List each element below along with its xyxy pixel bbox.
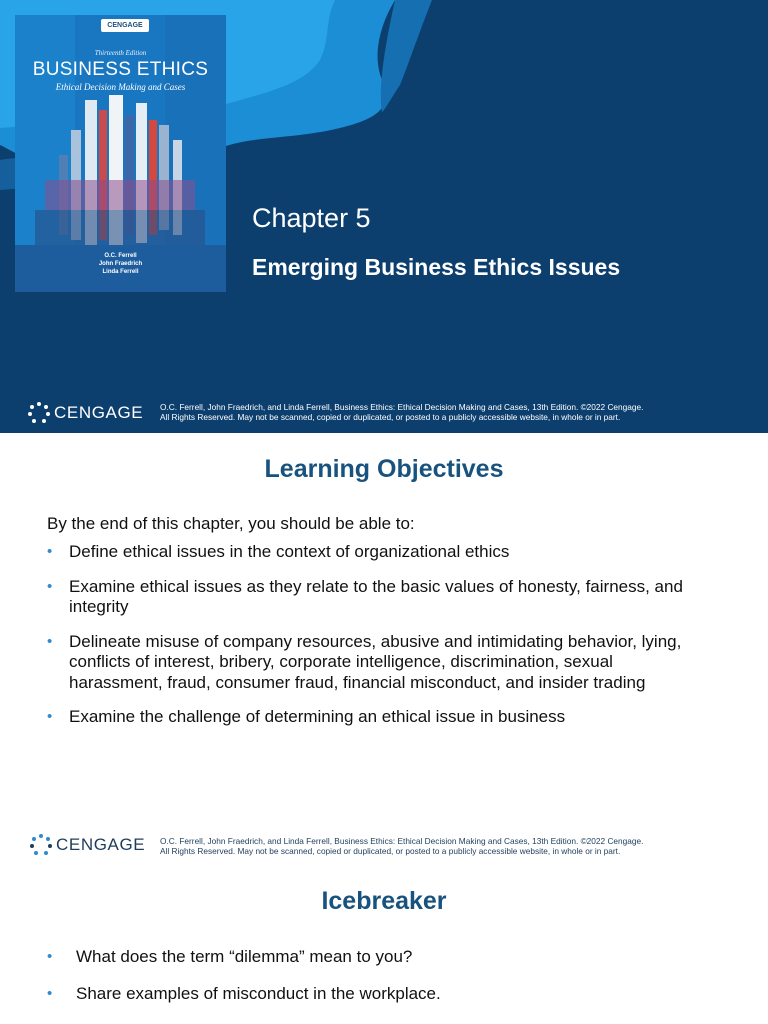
cover-author: John Fraedrich <box>98 261 143 267</box>
bullet-icon: • <box>47 543 53 560</box>
cover-publisher-badge: CENGAGE <box>101 19 149 32</box>
cover-edition: Thirteenth Edition <box>94 49 147 57</box>
copyright-line: O.C. Ferrell, John Fraedrich, and Linda Ferrell, Business Ethics: Ethical Decision Making and Cases, 13th Edition. ©2022 Cengage. <box>160 836 644 846</box>
copyright-notice <box>160 836 760 856</box>
slide-heading: Icebreaker <box>321 887 447 915</box>
icebreaker-list <box>47 947 441 1021</box>
book-cover <box>15 15 226 292</box>
bullet-icon: • <box>47 948 53 965</box>
list-item <box>47 632 707 694</box>
objective-text: Examine ethical issues as they relate to the basic values of honesty, fairness, and integrity <box>69 576 683 616</box>
objective-text: Examine the challenge of determining an ethical issue in business <box>69 707 566 726</box>
icebreaker-text: What does the term “dilemma” mean to you? <box>76 947 413 966</box>
slide-heading: Learning Objectives <box>264 455 504 483</box>
bullet-icon: • <box>47 985 53 1002</box>
cengage-wordmark: CENGAGE <box>56 835 146 854</box>
copyright-line: All Rights Reserved. May not be scanned, copied or duplicated, or posted to a publicly accessible website, in whole or in part. <box>160 412 621 422</box>
chapter-number: Chapter 5 <box>252 203 371 233</box>
cengage-logo-icon <box>29 833 53 857</box>
objectives-list <box>47 542 707 742</box>
cengage-logo <box>27 401 143 425</box>
learning-objectives-slide <box>0 433 768 866</box>
cover-author: O.C. Ferrell <box>104 253 137 259</box>
list-item <box>47 707 707 728</box>
objectives-intro: By the end of this chapter, you should be able to: <box>47 514 415 533</box>
objective-text: Define ethical issues in the context of organizational ethics <box>69 542 510 561</box>
bullet-icon: • <box>47 708 53 725</box>
icebreaker-slide <box>0 866 768 1024</box>
list-item <box>47 984 441 1004</box>
cover-title: BUSINESS ETHICS <box>32 59 209 80</box>
list-item <box>47 542 707 563</box>
list-item <box>47 947 441 967</box>
chapter-title: Emerging Business Ethics Issues <box>252 254 621 280</box>
cover-subtitle: Ethical Decision Making and Cases <box>55 82 186 92</box>
copyright-notice <box>160 402 760 422</box>
icebreaker-text: Share examples of misconduct in the workplace. <box>76 984 441 1003</box>
bullet-icon: • <box>47 632 53 650</box>
cengage-logo-icon <box>27 401 51 425</box>
copyright-line: O.C. Ferrell, John Fraedrich, and Linda Ferrell, Business Ethics: Ethical Decision Making and Cases, 13th Edition. ©2022 Cengage. <box>160 402 644 412</box>
copyright-line: All Rights Reserved. May not be scanned, copied or duplicated, or posted to a publicly accessible website, in whole or in part. <box>160 846 621 856</box>
objective-text: Delineate misuse of company resources, abusive and intimidating behavior, lying, conflicts of interest, bribery, corporate intelligence, discrimination, sexual harassment, fraud, consumer fraud, financial misconduct, and insider trading <box>69 631 682 692</box>
cover-authors <box>15 252 226 276</box>
bullet-icon: • <box>47 577 53 595</box>
cengage-logo <box>29 833 145 857</box>
title-slide <box>0 0 768 433</box>
list-item <box>47 577 707 618</box>
cengage-wordmark: CENGAGE <box>54 403 144 422</box>
cover-author: Linda Ferrell <box>102 269 139 275</box>
